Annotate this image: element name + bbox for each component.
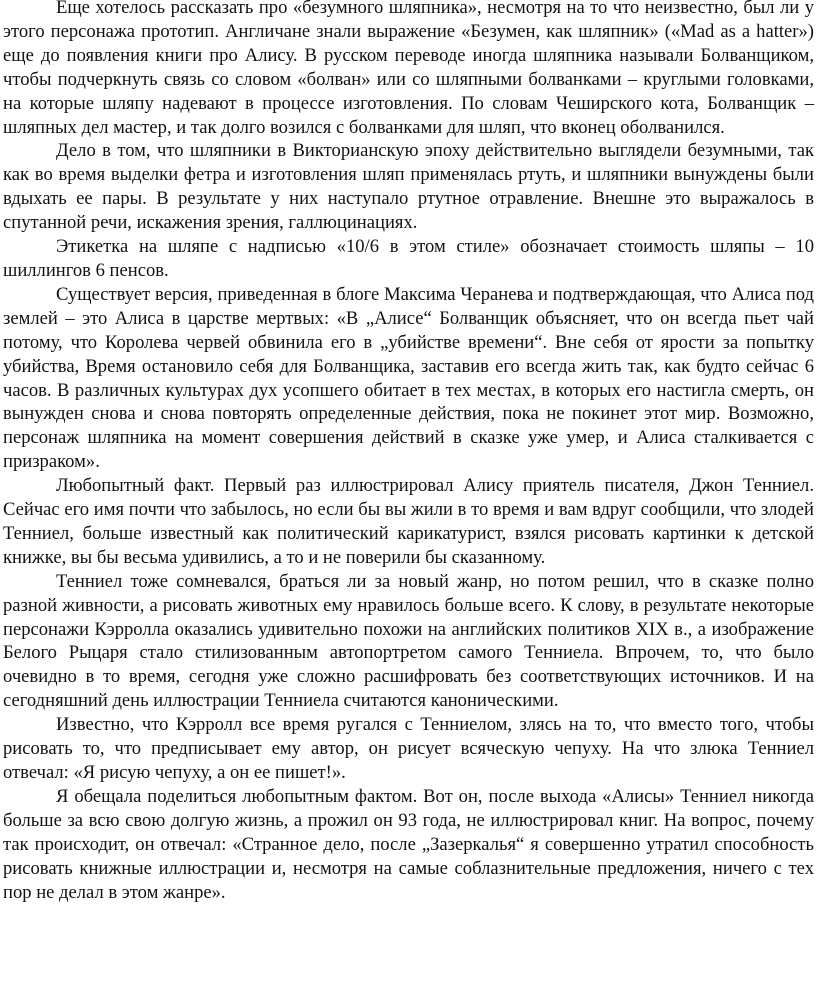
paragraph-tenniel-doubts: Тенниел тоже сомневался, браться ли за новый жанр, но потом решил, что в сказке полно разной живности, а рисовать животных ему нравилось больше всего. К слову, в результате некоторые персонажи Кэрролла оказались удивительно похожи на английских политиков XIX в., а изображение Белого Рыцаря стало стилизованным автопортретом самого Тенниела. Впрочем, то, что было очевидно в то время, сегодня уже сложно расшифровать без соответствующих источников. И на сегодняшний день иллюстрации Тенниела считаются каноническими. bbox=[3, 570, 814, 712]
paragraph-tenniel-fact: Любопытный факт. Первый раз иллюстрировал Алису приятель писателя, Джон Тенниел. Сейчас его имя почти что забылось, но если бы вы жили в то время и вам вдруг сообщили, что злодей Тенниел, больше известный как политический карикатурист, взялся рисовать картинки к детской книжке, вы бы весьма удивились, а то и не поверили бы сказанному. bbox=[3, 475, 814, 568]
paragraph-hat-label: Этикетка на шляпе с надписью «10/6 в этом стиле» обозначает стоимость шляпы – 10 шиллингов 6 пенсов. bbox=[3, 236, 814, 281]
paragraph-mercury-poisoning: Дело в том, что шляпники в Викторианскую эпоху действительно выглядели безумными, так как во время выделки фетра и изготовления шляп применялась ртуть, и шляпники вынуждены были вдыхать ее пары. В результате у них наступало ртутное отравление. Внешне это выражалось в спутанной речи, искажения зрения, галлюцинациях. bbox=[3, 140, 814, 234]
paragraph-mad-hatter-intro: Еще хотелось рассказать про «безумного шляпника», несмотря на то что неизвестно, был ли у этого персонажа прототип. Англичане знали выражение «Безумен, как шляпник» («Mad as a hatter») еще до появления книги про Алису. В русском переводе иногда шляпника называли Болванщиком, чтобы подчеркнуть связь со словом «болван» или со шляпными болванками – круглыми головками, на которые шляпу надевают в процессе изготовления. По словам Чеширского кота, Болванщик – шляпных дел мастер, и так долго возился с болванками для шляп, что вконец оболванился. bbox=[3, 0, 814, 138]
paragraph-realm-of-dead-version: Существует версия, приведенная в блоге Максима Черанева и подтверждающая, что Алиса под землей – это Алиса в царстве мертвых: «В „Алисе“ Болванщик объясняет, что он всегда пьет чай потому, что Королева червей обвинила его в „убийстве времени“. Вне себя от ярости за попытку убийства, Время остановило себя для Болванщика, заставив его всегда жить так, как будто сейчас 6 часов. В различных культурах дух усопшего обитает в тех местах, в которых его настигла смерть, он вынужден снова и снова повторять определенные действия, пока не покинет этот мир. Возможно, персонаж шляпника на момент совершения действий в сказке уже умер, и Алиса сталкивается с призраком». bbox=[3, 283, 814, 473]
paragraph-tenniel-stopped: Я обещала поделиться любопытным фактом. Вот он, после выхода «Алисы» Тенниел никогда больше за всю свою долгую жизнь, а прожил он 93 года, не иллюстрировал книг. На вопрос, почему так происходит, он отвечал: «Странное дело, после „Зазеркалья“ я совершенно утратил способность рисовать книжные иллюстрации и, несмотря на самые соблазнительные предложения, ничего с тех пор не делал в этом жанре». bbox=[3, 785, 814, 903]
paragraph-carroll-quarrel: Известно, что Кэрролл все время ругался с Тенниелом, злясь на то, что вместо того, чтобы рисовать то, что предписывает ему автор, он рисует всяческую чепуху. На что злюка Тенниел отвечал: «Я рисую чепуху, а он ее пишет!». bbox=[3, 714, 814, 783]
